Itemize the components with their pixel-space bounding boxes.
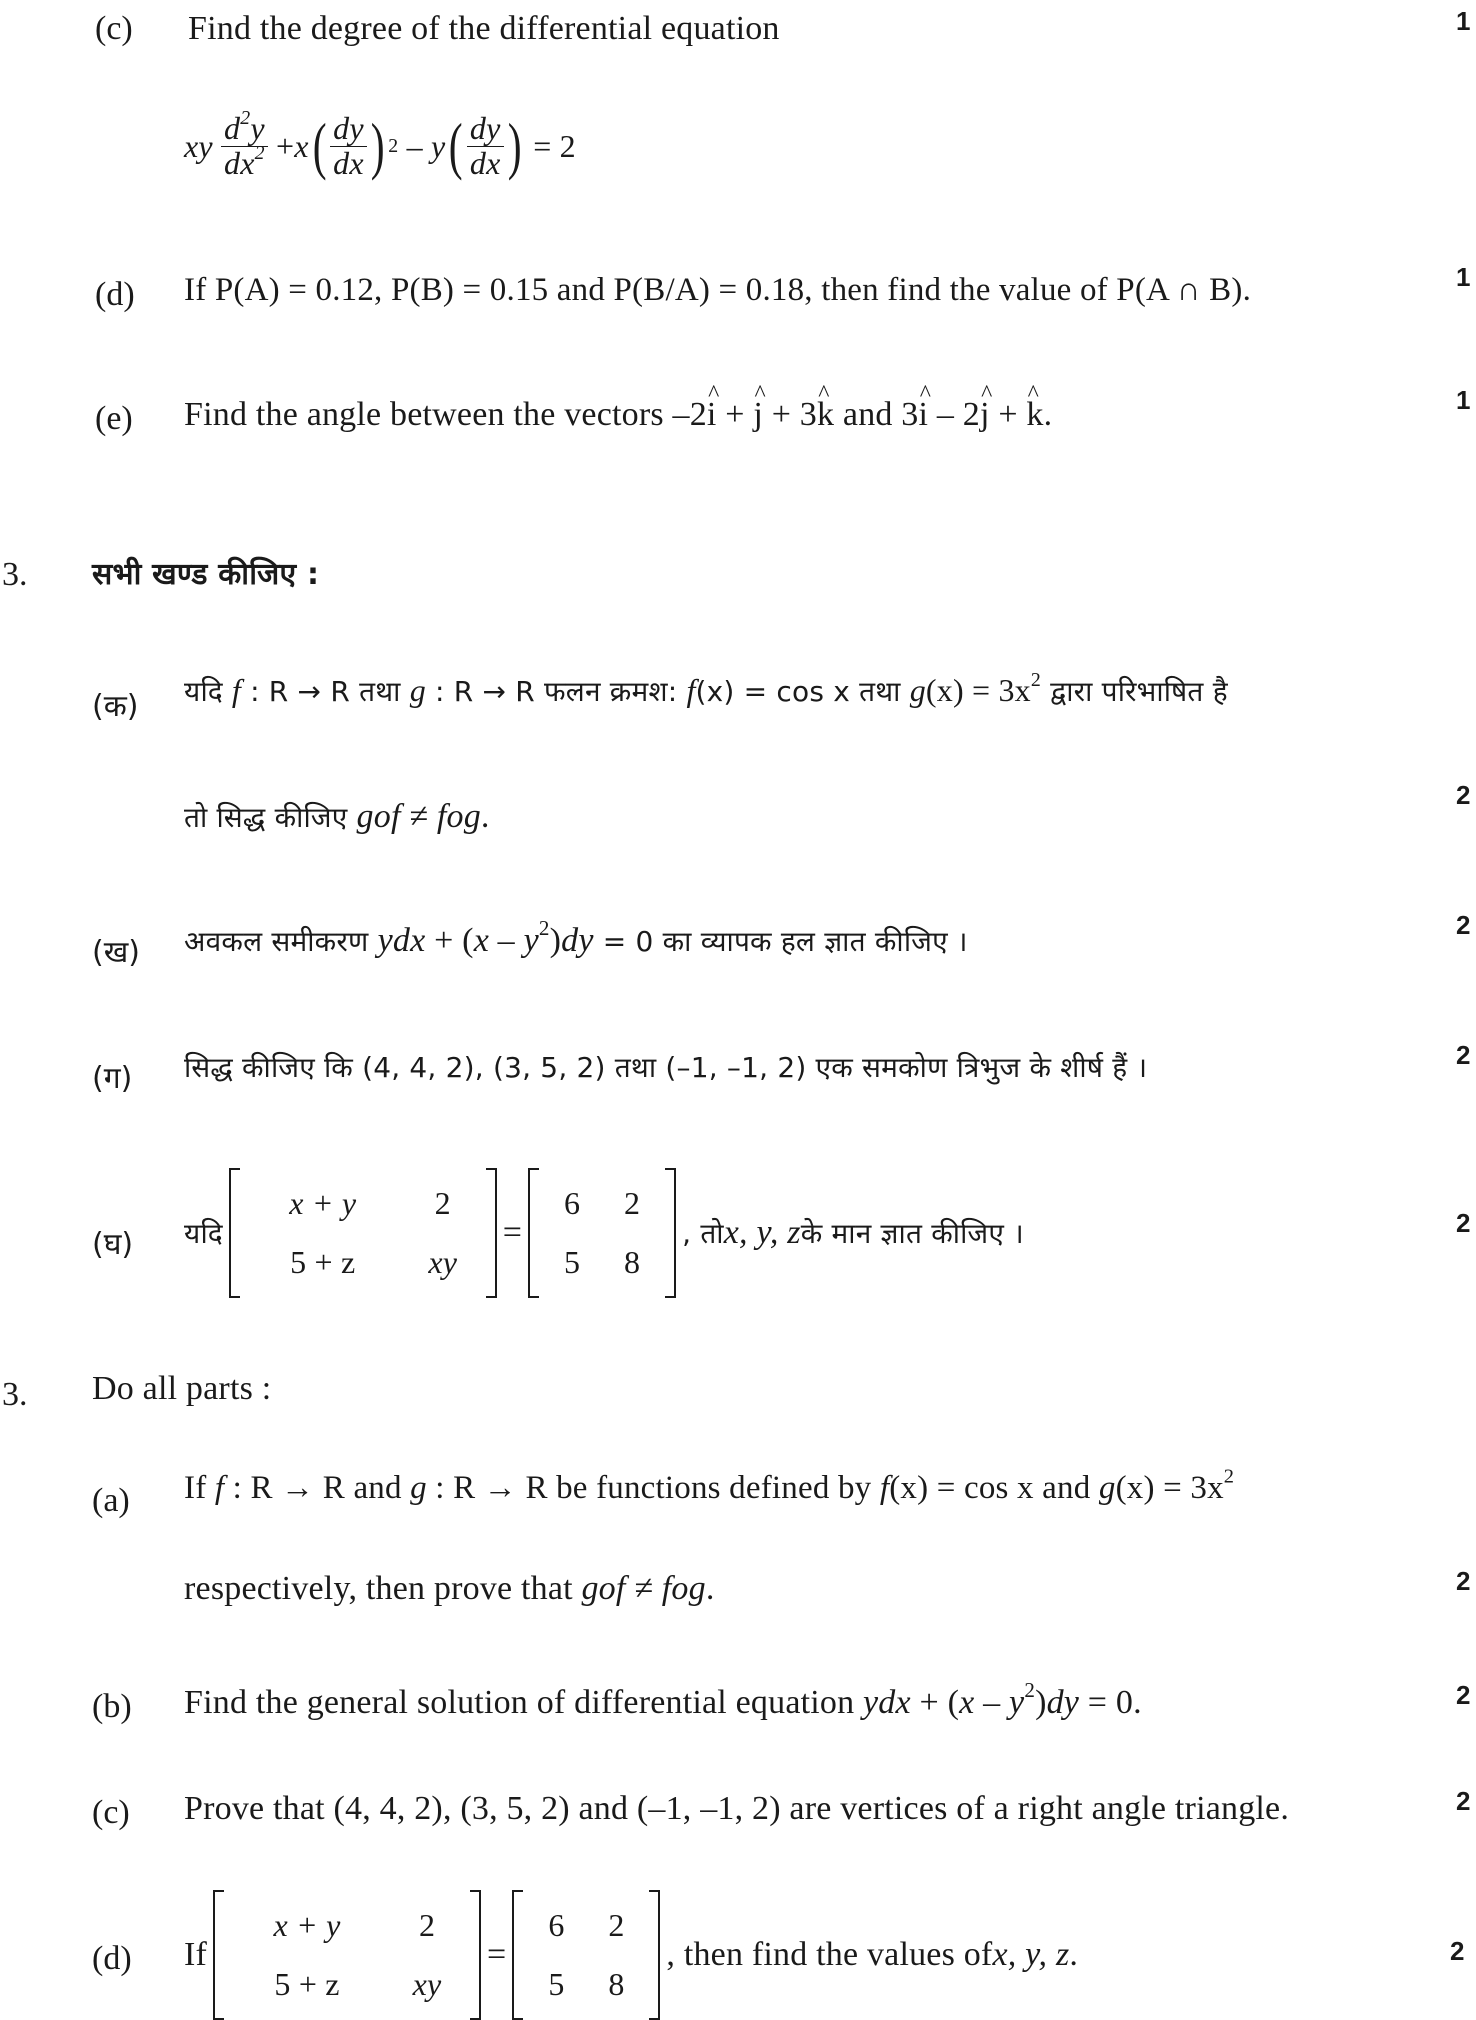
q3-en-b-label: (b) bbox=[92, 1688, 132, 1725]
matrix-right-hi: 6 2 5 8 bbox=[528, 1168, 676, 1298]
q3-en-d-eq: If x + y 2 5 + z xy = 6 2 5 8 , then find the values of x, y, z . bbox=[184, 1890, 1078, 2020]
q3-hi-ka-label: (क) bbox=[92, 689, 139, 724]
q3-hi-ka-line2: तो सिद्ध कीजिए gof ≠ fog. bbox=[184, 798, 490, 835]
q2e-text: Find the angle between the vectors –2^ i + ^ j + 3^ k and 3^ i – 2^ j + ^ k. bbox=[184, 396, 1052, 434]
q2d-marks: 1 bbox=[1456, 262, 1471, 292]
q3-en-a-label: (a) bbox=[92, 1482, 130, 1519]
q3-hi-number: 3. bbox=[2, 556, 28, 593]
q2e-label: (e) bbox=[95, 400, 133, 437]
q3-en-b-marks: 2 bbox=[1456, 1680, 1471, 1710]
q3-hi-gha-label: (घ) bbox=[92, 1227, 134, 1262]
eq-dy-dx-2: $\frac{dy}{dx}$ bbox=[467, 112, 504, 180]
q2c-text: Find the degree of the differential equation bbox=[188, 10, 780, 47]
q3-hi-kha-marks: 2 bbox=[1456, 910, 1471, 940]
q3-en-heading: Do all parts : bbox=[92, 1370, 272, 1407]
q2d-label: (d) bbox=[95, 276, 135, 313]
q3-en-b-text: Find the general solution of differential equation ydx + $(x - y^2)dy = 0$. bbox=[184, 1678, 1142, 1721]
q3-en-a-line1: If f : R → R and g : R → R be functions defined by f(x) = cos x and $g(x) = 3x^2$ bbox=[184, 1465, 1235, 1506]
q3-hi-ka-marks: 2 bbox=[1456, 780, 1471, 810]
q2c-marks: 1 bbox=[1456, 6, 1471, 36]
q3-en-a-marks: 2 bbox=[1456, 1566, 1471, 1596]
q3-hi-ga-text: सिद्ध कीजिए कि (4, 4, 2), (3, 5, 2) तथा (–1, –1, 2) एक समकोण त्रिभुज के शीर्ष हैं । bbox=[184, 1051, 1148, 1084]
q3-en-number: 3. bbox=[2, 1376, 28, 1413]
eq-d2y-dx2: $\frac{d^2y}{dx^2}$ bbox=[221, 112, 268, 180]
matrix-left-hi: x + y 2 5 + z xy bbox=[229, 1168, 497, 1298]
q3-en-d-label: (d) bbox=[92, 1940, 132, 1977]
q3-hi-kha-text: अवकल समीकरण ydx + $(x - y^2)dy = 0$ का व्यापक हल ज्ञात कीजिए । bbox=[184, 916, 968, 959]
q3-hi-gha-marks: 2 bbox=[1456, 1208, 1471, 1238]
eq-dy-dx-1: $\frac{dy}{dx}$ bbox=[330, 112, 367, 180]
q3-hi-kha-label: (ख) bbox=[92, 935, 140, 970]
q3-en-c-text: Prove that (4, 4, 2), (3, 5, 2) and (–1, –1, 2) are vertices of a right angle triangle. bbox=[184, 1790, 1290, 1827]
q2e-marks: 1 bbox=[1456, 385, 1471, 415]
q3-hi-heading: सभी खण्ड कीजिए : bbox=[92, 557, 320, 592]
q3-en-c-marks: 2 bbox=[1456, 1786, 1471, 1816]
q3-hi-gha-eq: यदि x + y 2 5 + z xy = 6 2 5 8 , तो x, y, z के मान ज्ञात कीजिए । bbox=[184, 1168, 1024, 1298]
q3-hi-ga-label: (ग) bbox=[92, 1061, 133, 1096]
q3-en-c-label: (c) bbox=[92, 1794, 130, 1831]
q3-hi-ga-marks: 2 bbox=[1456, 1040, 1471, 1070]
q3-en-a-line2: respectively, then prove that gof ≠ fog. bbox=[184, 1570, 715, 1607]
q3-hi-ka-line1: यदि f : R → R तथा g : R → R फलन क्रमश: f(x) = cos x तथा $g(x) = 3x^2$ द्वारा परिभाषित है bbox=[184, 669, 1228, 708]
matrix-right-en: 6 2 5 8 bbox=[512, 1890, 660, 2020]
matrix-left-en: x + y 2 5 + z xy bbox=[213, 1890, 481, 2020]
q2c-label: (c) bbox=[95, 10, 133, 47]
q2c-equation: xy $\frac{d^2y}{dx^2}$ + x ( $\frac{dy}{dx}$ ) 2 – y ( $\frac{dy}{dx}$ ) = 2 bbox=[184, 107, 576, 182]
eq-xy: xy bbox=[184, 127, 213, 164]
q2d-text: If P(A) = 0.12, P(B) = 0.15 and P(B/A) = 0.18, then find the value of P(A ∩ B). bbox=[184, 272, 1252, 308]
q3-en-d-marks: 2 bbox=[1450, 1936, 1465, 1966]
